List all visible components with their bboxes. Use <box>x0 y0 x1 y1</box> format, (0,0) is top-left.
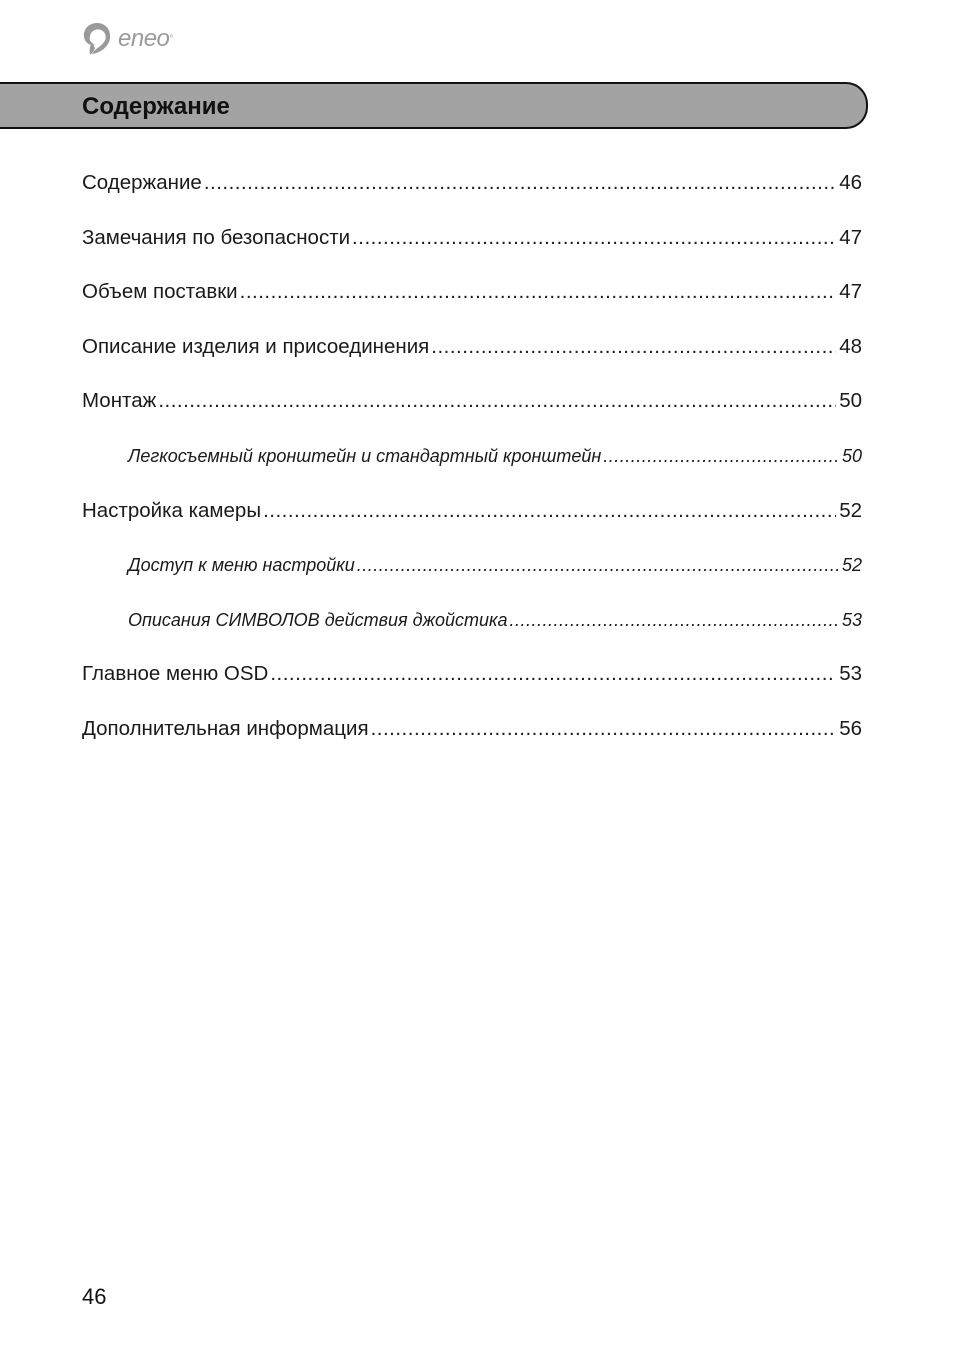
toc-entry[interactable] <box>82 656 862 711</box>
toc-subentry[interactable] <box>82 438 862 493</box>
toc-entry[interactable] <box>82 329 862 384</box>
toc-entry-label: Доступ к меню настройки <box>128 555 355 576</box>
eneo-swirl-logo-icon <box>80 20 114 58</box>
toc-entry-page: 52 <box>841 555 862 576</box>
table-of-contents <box>82 165 862 766</box>
toc-entry-page: 47 <box>839 280 862 304</box>
toc-entry[interactable] <box>82 274 862 329</box>
toc-entry[interactable] <box>82 711 862 766</box>
brand-logo <box>80 18 200 60</box>
brand-registered-mark: ° <box>169 33 174 45</box>
toc-entry-page: 53 <box>841 609 862 630</box>
toc-subentry[interactable] <box>82 602 862 657</box>
toc-dot-leader <box>510 602 839 638</box>
toc-entry-page: 50 <box>839 389 862 413</box>
toc-entry-label: Легкосъемный кронштейн и стандартный кронштейн <box>128 445 602 466</box>
toc-dot-leader <box>431 329 836 365</box>
toc-entry[interactable] <box>82 383 862 438</box>
toc-entry-page: 47 <box>839 225 862 249</box>
toc-dot-leader <box>603 438 839 474</box>
toc-entry-label: Объем поставки <box>82 280 238 304</box>
toc-entry-label: Настройка камеры <box>82 498 262 522</box>
toc-dot-leader <box>240 274 837 310</box>
toc-dot-leader <box>371 711 837 747</box>
toc-dot-leader <box>357 547 839 583</box>
toc-entry-page: 56 <box>839 716 862 740</box>
toc-entry-page: 52 <box>839 498 862 522</box>
toc-dot-leader <box>352 220 836 256</box>
toc-entry-label: Описания СИМВОЛОВ действия джойстика <box>128 609 508 630</box>
toc-subentry[interactable] <box>82 547 862 602</box>
toc-entry[interactable] <box>82 165 862 220</box>
section-title: Содержание <box>82 93 230 120</box>
toc-entry-label: Главное меню OSD <box>82 662 269 686</box>
toc-entry[interactable] <box>82 220 862 275</box>
page-number: 46 <box>82 1284 107 1309</box>
toc-entry-page: 48 <box>839 334 862 358</box>
toc-entry-label: Монтаж <box>82 389 157 413</box>
toc-entry-page: 46 <box>839 171 862 194</box>
toc-entry-label: Замечания по безопасности <box>82 225 351 249</box>
toc-entry-label: Содержание <box>82 171 202 194</box>
toc-dot-leader <box>204 165 836 201</box>
toc-entry-label: Описание изделия и присоединения <box>82 334 430 358</box>
toc-dot-leader <box>270 656 836 692</box>
brand-name: eneo <box>118 25 170 52</box>
toc-dot-leader <box>263 493 836 529</box>
toc-entry-page: 50 <box>841 445 862 466</box>
toc-entry-page: 53 <box>839 662 862 686</box>
toc-entry[interactable] <box>82 493 862 548</box>
toc-entry-label: Дополнительная информация <box>82 716 369 740</box>
toc-dot-leader <box>158 383 836 419</box>
